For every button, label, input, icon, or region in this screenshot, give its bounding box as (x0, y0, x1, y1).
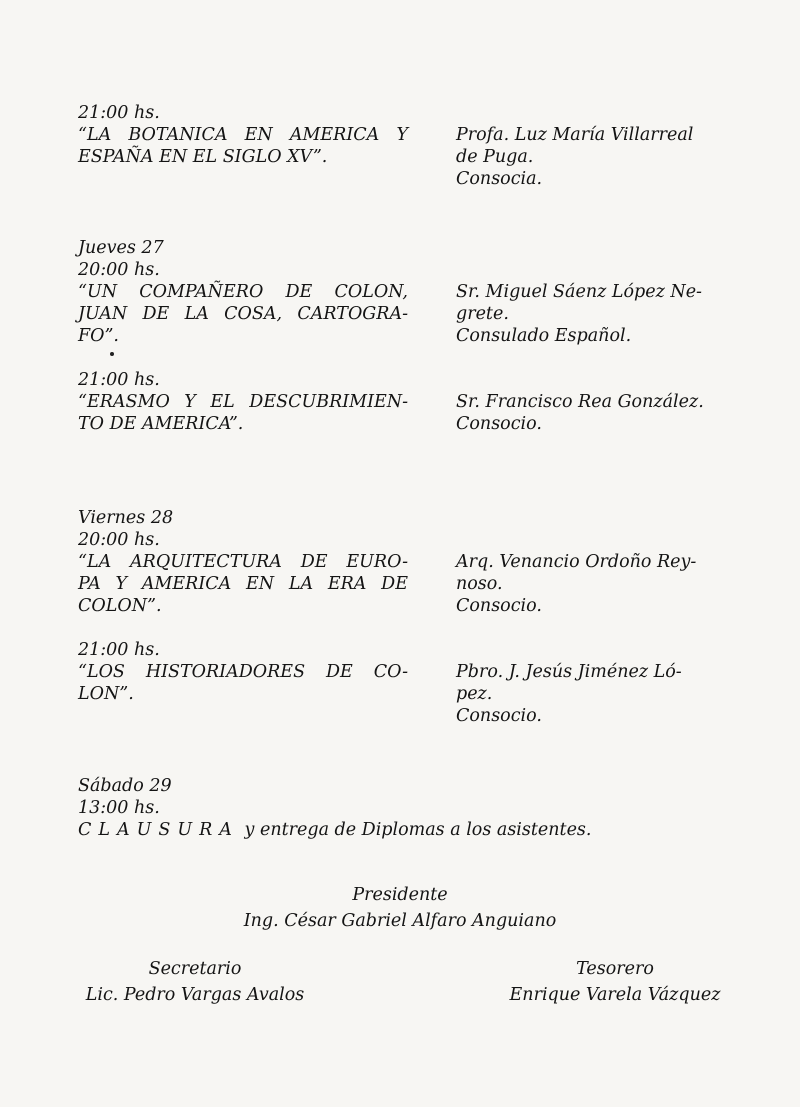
speaker-line: Sr. Francisco Rea González. (456, 392, 704, 412)
speaker-line: noso. (456, 574, 503, 594)
session-time: 20:00 hs. (78, 530, 160, 550)
speaker-line: Pbro. J. Jesús Jiménez Ló- (456, 662, 682, 682)
secretary-signature (70, 956, 320, 1008)
session-title-line: PA Y AMERICA EN LA ERA DE (78, 574, 408, 594)
treasurer-signature (490, 956, 740, 1008)
session-title-line: COLON”. (78, 596, 162, 616)
session-title-line: “LA BOTANICA EN AMERICA Y (78, 125, 408, 145)
speaker-line: Sr. Miguel Sáenz López Ne- (456, 282, 702, 302)
session-5-left (78, 639, 408, 705)
session-title-line: “ERASMO Y EL DESCUBRIMIEN- (78, 392, 408, 412)
president-name: Ing. César Gabriel Alfaro Anguiano (243, 911, 557, 931)
secretary-role: Secretario (148, 959, 242, 979)
session-1-speaker (456, 124, 756, 190)
speaker-line: Consocio. (456, 414, 542, 434)
session-2-left (78, 237, 408, 347)
session-3-speaker (456, 391, 756, 435)
speaker-line: Consocio. (456, 706, 542, 726)
session-title-line: “LA ARQUITECTURA DE EURO- (78, 552, 408, 572)
treasurer-name: Enrique Varela Vázquez (509, 985, 721, 1005)
session-5-speaker (456, 661, 756, 727)
closing-day: Sábado 29 (78, 776, 172, 796)
session-title-line: ESPAÑA EN EL SIGLO XV”. (78, 147, 328, 167)
session-2-speaker (456, 281, 756, 347)
session-title-line: LON”. (78, 684, 134, 704)
speaker-line: Profa. Luz María Villarreal (456, 125, 694, 145)
session-time: 21:00 hs. (78, 640, 160, 660)
speaker-line: grete. (456, 304, 509, 324)
session-4-speaker (456, 551, 756, 617)
president-signature (200, 882, 600, 934)
speaker-line: Arq. Venancio Ordoño Rey- (456, 552, 697, 572)
session-4-left (78, 507, 408, 617)
session-title-line: “LOS HISTORIADORES DE CO- (78, 662, 408, 682)
clausura-word: CLAUSURA (78, 820, 239, 840)
secretary-name: Lic. Pedro Vargas Avalos (85, 985, 305, 1005)
session-title-line: “UN COMPAÑERO DE COLON, (78, 282, 408, 302)
bullet-mark (110, 352, 114, 356)
closing-line (78, 819, 638, 841)
session-day: Viernes 28 (78, 508, 174, 528)
session-time: 20:00 hs. (78, 260, 160, 280)
president-role: Presidente (352, 885, 448, 905)
closing-block (78, 775, 638, 841)
session-time: 21:00 hs. (78, 103, 160, 123)
speaker-line: Consocio. (456, 596, 542, 616)
session-title-line: TO DE AMERICA”. (78, 414, 244, 434)
session-3-left (78, 369, 408, 435)
session-title-line: JUAN DE LA COSA, CARTOGRA- (78, 304, 408, 324)
session-day: Jueves 27 (78, 238, 164, 258)
session-title-line: FO”. (78, 326, 119, 346)
closing-time: 13:00 hs. (78, 798, 160, 818)
speaker-line: Consulado Español. (456, 326, 632, 346)
speaker-line: de Puga. (456, 147, 534, 167)
treasurer-role: Tesorero (576, 959, 654, 979)
session-1-left (78, 102, 408, 168)
speaker-line: pez. (456, 684, 493, 704)
speaker-line: Consocia. (456, 169, 543, 189)
session-time: 21:00 hs. (78, 370, 160, 390)
closing-rest: y entrega de Diplomas a los asistentes. (244, 820, 592, 840)
